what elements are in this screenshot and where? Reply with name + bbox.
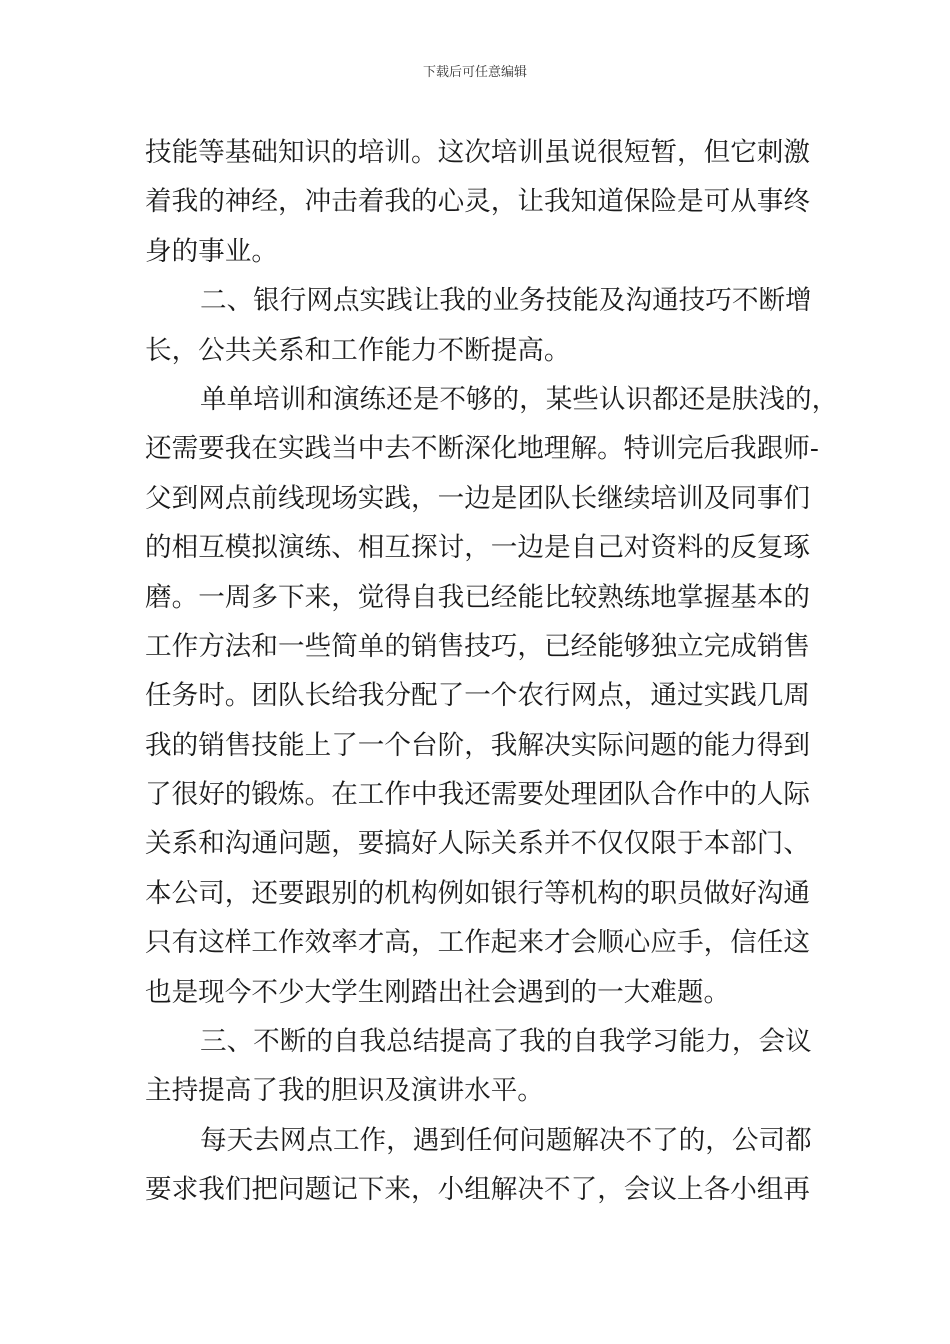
text-line: 任务时。团队长给我分配了一个农行网点，通过实践几周 — [145, 680, 810, 712]
paragraph-3 — [145, 375, 839, 1017]
page-header: 下载后可任意编辑 — [422, 65, 527, 80]
text-line: 长，公共关系和工作能力不断提高。 — [145, 334, 571, 366]
text-line: 磨。一周多下来，觉得自我已经能比较熟练地掌握基本的 — [145, 581, 810, 613]
text-line: 父到网点前线现场实践，一边是团队长继续培训及同事们 — [145, 482, 810, 514]
paragraph-5 — [145, 1116, 810, 1215]
text-line: 技能等基础知识的培训。这次培训虽说很短暂，但它刺激 — [145, 137, 810, 168]
text-line: 要求我们把问题记下来，小组解决不了，会议上各小组再 — [145, 1174, 810, 1206]
text-line: 主持提高了我的胆识及演讲水平。 — [145, 1075, 544, 1107]
text-line: 我的销售技能上了一个台阶，我解决实际问题的能力得到 — [145, 729, 810, 761]
text-line: 的相互模拟演练、相互探讨，一边是自己对资料的反复琢 — [145, 532, 810, 564]
text-line: 每天去网点工作，遇到任何问题解决不了的，公司都 — [200, 1124, 812, 1156]
text-line: 关系和沟通问题，要搞好人际关系并不仅仅限于本部门、 — [145, 828, 810, 860]
text-line: 着我的神经，冲击着我的心灵，让我知道保险是可从事终 — [145, 186, 810, 218]
text-line: 了很好的锻炼。在工作中我还需要处理团队合作中的人际 — [145, 779, 810, 811]
text-line: 三、不断的自我总结提高了我的自我学习能力，会议 — [200, 1026, 812, 1058]
paragraph-4 — [145, 1017, 810, 1116]
text-line: 二、银行网点实践让我的业务技能及沟通技巧不断增 — [200, 285, 812, 317]
text-line: 工作方法和一些简单的销售技巧，已经能够独立完成销售 — [145, 630, 810, 662]
text-line: 还需要我在实践当中去不断深化地理解。特训完后我跟师- — [145, 433, 819, 465]
text-line: 只有这样工作效率才高，工作起来才会顺心应手，信任这 — [145, 927, 810, 959]
paragraph-2 — [145, 276, 810, 375]
text-line: 身的事业。 — [145, 235, 278, 267]
paragraph-1 — [145, 128, 810, 276]
text-line: 单单培训和演练还是不够的，某些认识都还是肤浅的， — [200, 383, 839, 415]
text-line: 本公司，还要跟别的机构例如银行等机构的职员做好沟通 — [145, 877, 810, 909]
text-line: 也是现今不少大学生刚踏出社会遇到的一大难题。 — [145, 976, 731, 1008]
document-body — [145, 128, 839, 1215]
